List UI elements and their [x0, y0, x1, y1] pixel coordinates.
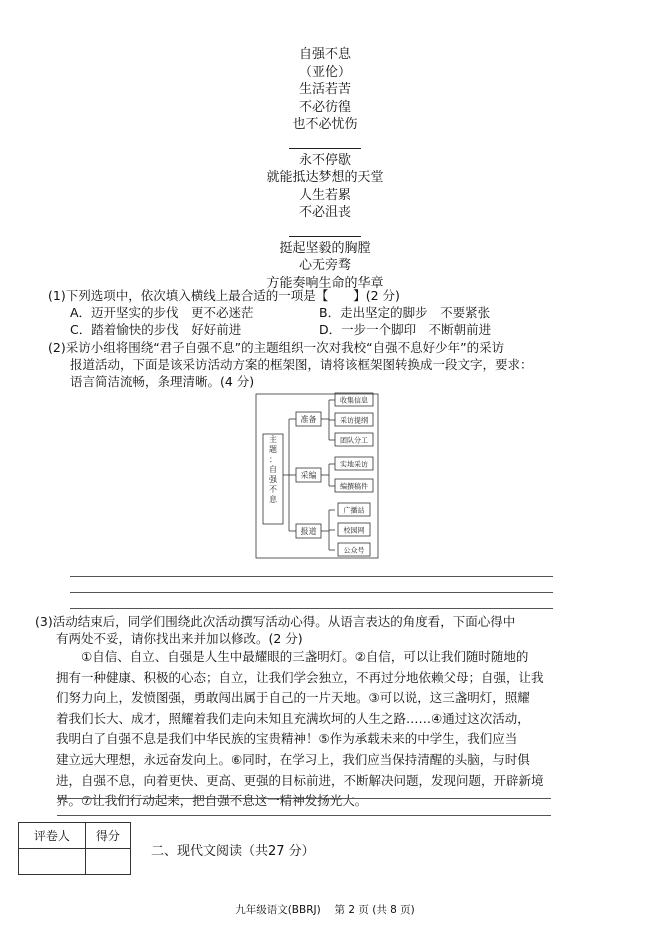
answer-line	[57, 815, 551, 816]
page-footer: 九年级语文(BBRJ) 第 2 页 (共 8 页)	[235, 904, 415, 916]
diagram-branch-label: 准备	[300, 415, 317, 424]
question-2-line-1: (2)采访小组将围绕“君子自强不息”的主题组织一次对我校“自强不息好少年”的采访	[48, 340, 505, 355]
fill-blank-1	[289, 134, 361, 149]
diagram-leaf-label: 采访提纲	[340, 416, 368, 425]
poem-line: 挺起坚毅的胸膛	[279, 240, 371, 256]
diagram-branch-label: 采编	[300, 471, 317, 480]
question-3-line-1: (3)活动结束后，同学们围绕此次活动撰写活动心得。从语言表达的角度看，下面心得中	[35, 614, 516, 629]
passage-line: ①自信、自立、自强是人生中最耀眼的三盏明灯。②自信，可以让我们随时随地的	[56, 649, 529, 664]
diagram-leaf-label: 公众号	[343, 546, 365, 555]
answer-line	[57, 798, 551, 799]
question-1-option-d: D．一步一个脚印 不断朝前进	[319, 322, 492, 337]
poem-line: 也不必忧伤	[292, 117, 358, 133]
question-1-option-a: A．迈开坚实的步伐 更不必迷茫	[70, 305, 254, 320]
passage-line: 们努力向上，发愤图强，勇敢闯出属于自己的一片天地。③可以说，这三盏明灯，照耀	[56, 690, 530, 706]
poem-title: 自强不息	[298, 47, 351, 62]
section-title: 二、现代文阅读（共27 分）	[151, 844, 315, 859]
answer-line	[70, 608, 553, 609]
fill-blank-2	[289, 222, 361, 237]
poem-line: 生活若苦	[298, 82, 351, 98]
question-2-line-2: 报道活动，下面是该采访活动方案的框架图，请将该框架图转换成一段文字，要求：	[70, 357, 533, 372]
framework-diagram	[254, 392, 380, 560]
question-1-stem: (1)下列选项中，依次填入横线上最合适的一项是【 】(2 分)	[48, 288, 400, 303]
poem	[0, 46, 650, 292]
diagram-leaf-label: 实地采访	[340, 460, 368, 469]
poem-line: 永不停歇	[298, 152, 351, 168]
reflection-passage	[56, 647, 568, 812]
passage-line: 界。⑦让我们行动起来，把自强不息这一精神发扬光大。	[56, 793, 368, 809]
answer-line	[70, 592, 553, 593]
diagram-leaf-label: 编撰稿件	[340, 482, 368, 491]
score-cell	[85, 849, 130, 875]
poem-line: 心无旁骛	[298, 258, 351, 274]
reviewer-cell	[19, 849, 86, 875]
poem-line: 就能抵达梦想的天堂	[266, 170, 384, 186]
diagram-branch-label: 报道	[300, 527, 317, 536]
passage-line: 拥有一种健康、积极的心态；自立，让我们学会独立，不再过分地依赖父母；自强，让我	[56, 669, 544, 685]
diagram-root-label: 主题：自强不息	[269, 435, 277, 504]
question-2-line-3: 语言简洁流畅，条理清晰。(4 分)	[70, 374, 255, 389]
question-3-line-2: 有两处不妥，请你找出来并加以修改。(2 分)	[56, 631, 303, 646]
passage-line: 着我们长大、成才，照耀着我们走向未知且充满坎坷的人生之路……④通过这次活动，	[56, 710, 530, 726]
score-table	[18, 822, 131, 875]
diagram-leaf-label: 广播站	[343, 506, 365, 515]
passage-line: 我明白了自强不息是我们中华民族的宝贵精神！⑤作为承载未来的中学生，我们应当	[56, 731, 518, 747]
framework-diagram-svg	[254, 392, 380, 560]
poem-line: 人生若累	[298, 187, 351, 203]
poem-line: 方能奏响生命的华章	[266, 275, 384, 291]
score-header: 得分	[85, 823, 130, 849]
diagram-leaf-label: 收集信息	[340, 396, 368, 405]
poem-line: 不必彷徨	[298, 99, 351, 115]
question-1-option-c: C．踏着愉快的步伐 好好前进	[70, 322, 242, 337]
question-1-option-b: B．走出坚定的脚步 不要紧张	[319, 305, 491, 320]
reviewer-header: 评卷人	[19, 823, 86, 849]
passage-line: 进，自强不息，向着更快、更高、更强的目标前进，不断解决问题，发现问题，开辟新境	[56, 772, 544, 788]
poem-line: 不必沮丧	[298, 205, 351, 221]
answer-line	[70, 576, 553, 577]
poem-author: （亚伦）	[298, 64, 351, 80]
diagram-leaf-label: 校园网	[343, 526, 365, 535]
diagram-leaf-label: 团队分工	[340, 436, 368, 445]
passage-line: 建立远大理想，永远奋发向上。⑥同时，在学习上，我们应当保持清醒的头脑，与时俱	[56, 751, 530, 767]
